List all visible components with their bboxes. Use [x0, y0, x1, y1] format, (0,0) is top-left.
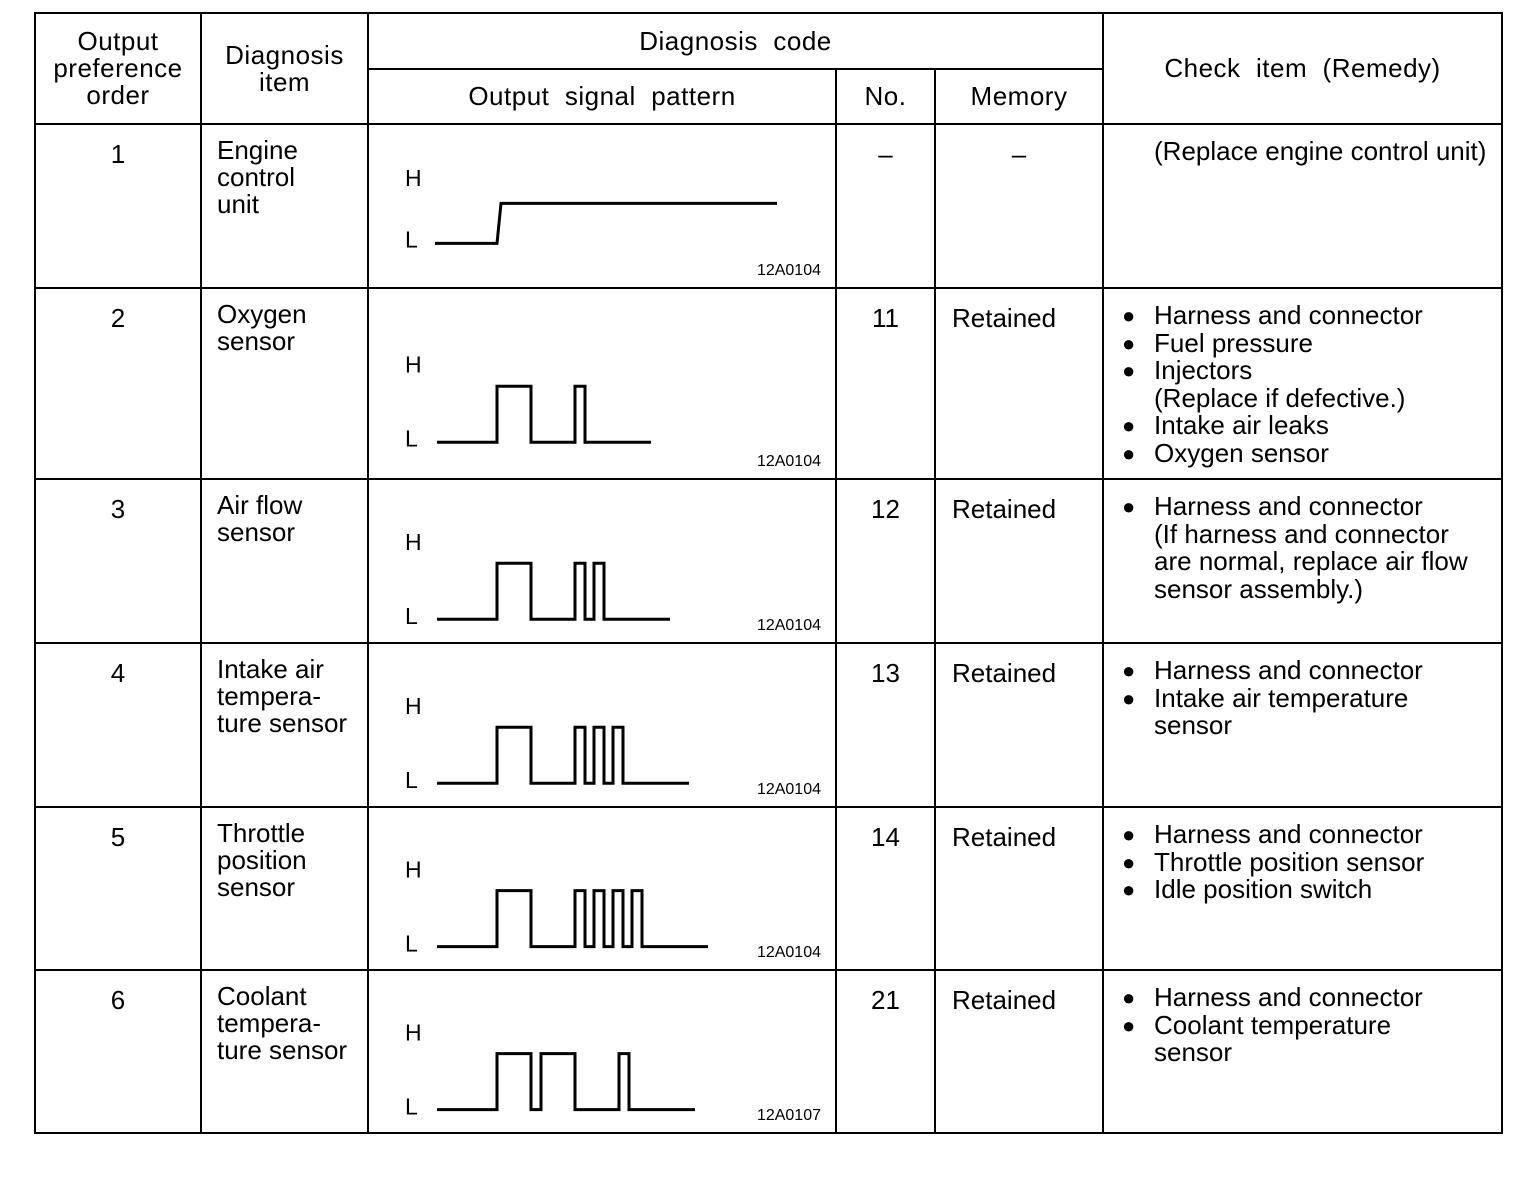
- remedy-line: Fuel pressure: [1154, 327, 1313, 358]
- signal-waveform-line: [437, 386, 651, 442]
- remedy-line: Intake air leaks: [1154, 410, 1329, 440]
- bullet-icon: ●: [1122, 303, 1136, 328]
- bullet-icon: ●: [1122, 849, 1136, 875]
- header-diagnosis-code: Diagnosis code: [368, 13, 1103, 69]
- table-row: [35, 807, 1502, 970]
- memory-cell: Retained: [935, 479, 1103, 643]
- diagnosis-item-line: Throttle: [217, 818, 306, 848]
- diagnosis-item-cell: [201, 643, 368, 807]
- header-check-item: Check item (Remedy): [1103, 13, 1502, 124]
- remedy-item: [1120, 821, 1493, 849]
- signal-high-label: H: [405, 351, 422, 378]
- output-order-cell: 4: [35, 643, 201, 807]
- remedy-item: [1120, 493, 1493, 603]
- remedy-list: [1120, 493, 1493, 603]
- signal-low-label: L: [405, 930, 418, 957]
- figure-code-label: 12A0104: [756, 617, 821, 634]
- table-row: [35, 124, 1502, 288]
- remedy-line: Idle position switch: [1154, 874, 1373, 904]
- signal-waveform-line: [437, 1054, 695, 1110]
- signal-waveform-line: [437, 563, 670, 619]
- remedy-line: Harness and connector: [1154, 300, 1423, 330]
- diagnosis-item-line: sensor: [217, 872, 296, 902]
- check-item-cell: [1103, 643, 1502, 807]
- figure-code-label: 12A0104: [756, 453, 821, 470]
- remedy-list: [1120, 302, 1493, 467]
- table-body: [35, 124, 1502, 1133]
- header-code-number: No.: [836, 69, 935, 124]
- output-order-cell: 5: [35, 807, 201, 970]
- table-row: [35, 479, 1502, 643]
- header-diagnosis-item: Diagnosis item: [201, 13, 368, 124]
- diagnosis-item-line: position: [217, 845, 307, 875]
- signal-waveform-line: [435, 203, 777, 243]
- remedy-line: sensor assembly.): [1154, 573, 1364, 604]
- output-signal-pattern-cell: [368, 643, 836, 807]
- signal-waveform-figure: [369, 971, 833, 1130]
- remedy-item: [1120, 138, 1493, 166]
- remedy-item: [1120, 302, 1493, 330]
- bullet-icon: ●: [1122, 685, 1136, 711]
- output-signal-pattern-cell: [368, 479, 836, 643]
- diagnosis-item-line: Intake air: [217, 654, 324, 684]
- check-item-cell: [1103, 970, 1502, 1133]
- diagnosis-item-line: tempera-: [217, 1008, 322, 1038]
- memory-cell: Retained: [935, 288, 1103, 479]
- header-output-preference-order: Output preference order: [35, 13, 201, 124]
- diagnosis-item-line: tempera-: [217, 681, 322, 711]
- signal-high-label: H: [405, 693, 422, 719]
- signal-waveform-figure: [369, 480, 833, 640]
- bullet-icon: ●: [1122, 1012, 1136, 1038]
- remedy-line: Throttle position sensor: [1154, 846, 1425, 877]
- diagnosis-item-cell: [201, 970, 368, 1133]
- remedy-line: Harness and connector: [1154, 655, 1423, 685]
- remedy-item: [1120, 876, 1493, 904]
- output-order-cell: 3: [35, 479, 201, 643]
- remedy-line: (Replace if defective.): [1154, 382, 1406, 413]
- output-signal-pattern-cell: [368, 970, 836, 1133]
- bullet-icon: ●: [1122, 658, 1136, 683]
- bullet-icon: ●: [1122, 358, 1136, 383]
- diagnosis-item-line: ture sensor: [217, 1035, 348, 1065]
- bullet-icon: ●: [1122, 822, 1136, 847]
- check-item-cell: [1103, 807, 1502, 970]
- signal-low-label: L: [405, 767, 418, 793]
- remedy-line: Intake air temperature: [1154, 682, 1409, 713]
- memory-cell: –: [935, 124, 1103, 288]
- signal-waveform-figure: [369, 644, 833, 804]
- table-row: [35, 970, 1502, 1133]
- diagnosis-item-cell: [201, 124, 368, 288]
- signal-waveform-line: [437, 727, 689, 783]
- remedy-line: (Replace engine control unit): [1154, 136, 1487, 166]
- diagnosis-code-table: [34, 12, 1503, 1134]
- remedy-item: [1120, 657, 1493, 685]
- diagnosis-item-line: unit: [217, 189, 259, 219]
- diagnosis-code-number-cell: –: [836, 124, 935, 288]
- remedy-line: are normal, replace air flow: [1154, 546, 1468, 576]
- diagnosis-item-line: sensor: [217, 326, 296, 356]
- diagnosis-item-cell: [201, 479, 368, 643]
- remedy-list: [1120, 984, 1493, 1067]
- remedy-line: (If harness and connector: [1154, 518, 1449, 549]
- table-row: [35, 643, 1502, 807]
- remedy-line: Injectors: [1154, 355, 1253, 385]
- check-item-cell: [1103, 288, 1502, 479]
- remedy-item: [1120, 327, 1493, 358]
- bullet-icon: ●: [1122, 440, 1136, 466]
- remedy-line: Coolant temperature: [1154, 1009, 1392, 1040]
- memory-cell: Retained: [935, 807, 1103, 970]
- diagnosis-code-number-cell: 11: [836, 288, 935, 479]
- diagnosis-item-line: control: [217, 162, 296, 192]
- memory-cell: Retained: [935, 643, 1103, 807]
- output-order-cell: 6: [35, 970, 201, 1133]
- output-signal-pattern-cell: [368, 807, 836, 970]
- header-output-signal-pattern: Output signal pattern: [368, 69, 836, 124]
- bullet-icon: ●: [1122, 877, 1136, 902]
- signal-waveform-figure: [369, 808, 833, 967]
- signal-high-label: H: [405, 164, 422, 191]
- figure-code-label: 12A0104: [756, 262, 821, 279]
- diagnosis-code-number-cell: 14: [836, 807, 935, 970]
- bullet-icon: ●: [1122, 330, 1136, 356]
- bullet-icon: ●: [1122, 985, 1136, 1010]
- remedy-item: [1120, 984, 1493, 1012]
- output-signal-pattern-cell: [368, 124, 836, 288]
- remedy-list: [1120, 657, 1493, 740]
- figure-code-label: 12A0104: [756, 944, 821, 961]
- figure-code-label: 12A0104: [756, 781, 821, 798]
- remedy-list: [1120, 821, 1493, 904]
- remedy-item: [1120, 682, 1493, 740]
- signal-low-label: L: [405, 226, 418, 253]
- output-signal-pattern-cell: [368, 288, 836, 479]
- diagnosis-item-line: Oxygen: [217, 299, 307, 329]
- bullet-icon: ●: [1122, 494, 1136, 519]
- remedy-item: [1120, 846, 1493, 877]
- diagnosis-item-line: Engine: [217, 135, 298, 165]
- diagnosis-code-number-cell: 21: [836, 970, 935, 1133]
- signal-waveform-figure: [369, 125, 833, 285]
- output-order-cell: 1: [35, 124, 201, 288]
- memory-cell: Retained: [935, 970, 1103, 1133]
- remedy-line: sensor: [1154, 1037, 1233, 1067]
- output-order-cell: 2: [35, 288, 201, 479]
- diagnosis-item-line: ture sensor: [217, 708, 348, 738]
- signal-low-label: L: [405, 425, 418, 452]
- remedy-item: [1120, 437, 1493, 468]
- remedy-item: [1120, 1009, 1493, 1067]
- check-item-cell: [1103, 124, 1502, 288]
- signal-high-label: H: [405, 1019, 422, 1046]
- signal-low-label: L: [405, 1093, 418, 1120]
- diagnosis-item-line: Coolant: [217, 981, 307, 1011]
- remedy-line: Oxygen sensor: [1154, 437, 1329, 468]
- diagnosis-code-number-cell: 13: [836, 643, 935, 807]
- remedy-item: [1120, 412, 1493, 440]
- diagnosis-code-number-cell: 12: [836, 479, 935, 643]
- remedy-line: Harness and connector: [1154, 491, 1423, 521]
- remedy-line: Harness and connector: [1154, 982, 1423, 1012]
- remedy-line: sensor: [1154, 710, 1233, 740]
- signal-waveform-line: [437, 891, 708, 947]
- signal-high-label: H: [405, 856, 422, 883]
- diagnosis-item-line: sensor: [217, 517, 296, 547]
- diagnosis-item-cell: [201, 807, 368, 970]
- remedy-list: [1120, 138, 1493, 166]
- check-item-cell: [1103, 479, 1502, 643]
- bullet-icon: ●: [1122, 413, 1136, 438]
- signal-low-label: L: [405, 603, 418, 629]
- remedy-line: Harness and connector: [1154, 819, 1423, 849]
- signal-high-label: H: [405, 529, 422, 555]
- figure-code-label: 12A0107: [756, 1107, 821, 1124]
- signal-waveform-figure: [369, 289, 833, 476]
- diagnosis-item-cell: [201, 288, 368, 479]
- diagnosis-item-line: Air flow: [217, 490, 303, 520]
- remedy-item: [1120, 357, 1493, 412]
- header-memory: Memory: [935, 69, 1103, 124]
- table-row: [35, 288, 1502, 479]
